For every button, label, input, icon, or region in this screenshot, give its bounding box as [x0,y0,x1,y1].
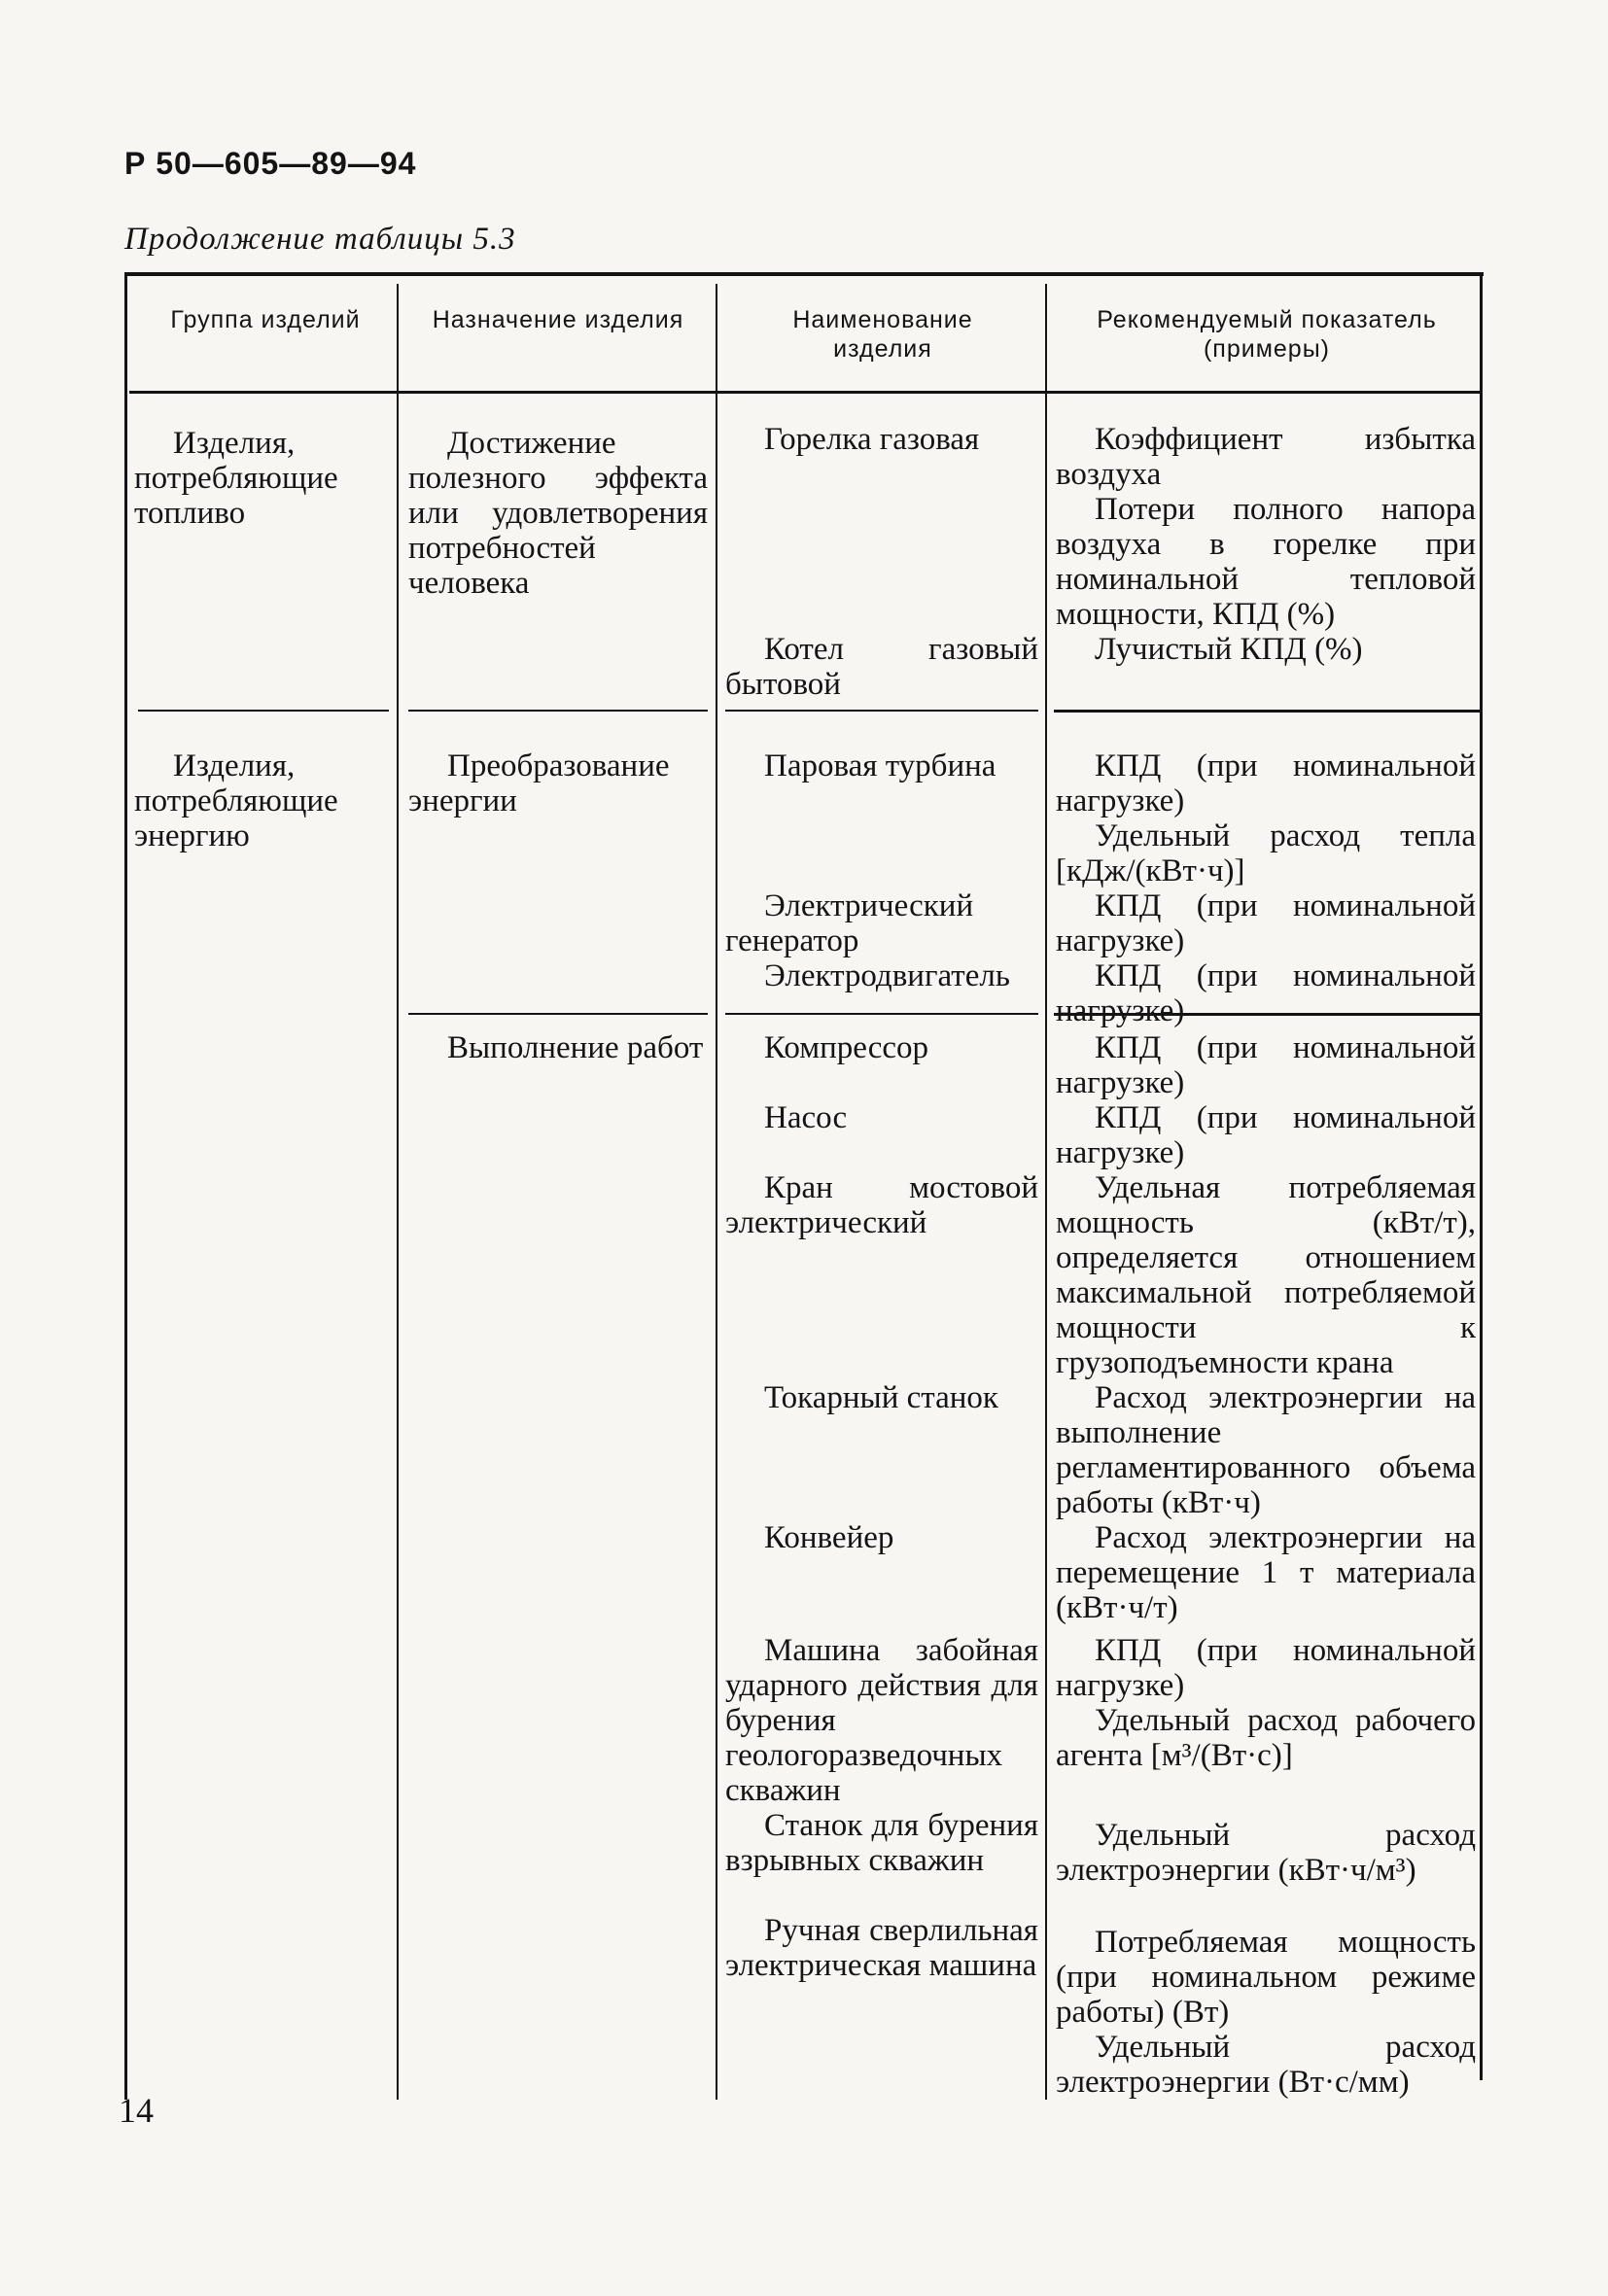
purpose-cell [408,1030,708,1065]
item-name: Насос [764,1100,848,1135]
indicator-text: Коэффициент избытка воздуха [1056,422,1476,492]
page-number: 14 [119,2091,154,2130]
indicator-cell [1056,1030,1476,1100]
item-name: Компрессор [764,1030,929,1065]
table-right-border [1480,272,1483,2080]
indicator-text: КПД (при номинальной нагрузке) [1056,888,1476,958]
indicator-cell [1056,1100,1476,1170]
item-cell [725,888,1038,958]
header-rule [129,391,1481,394]
column-separator-1 [397,284,399,2100]
purpose-label: Преобразование энергии [408,748,670,818]
indicator-text: КПД (при номинальной нагрузке) [1056,1030,1476,1100]
item-name: Ручная сверлильная электрическая машина [725,1913,1038,1983]
item-name: Горелка газовая [764,422,980,457]
purpose-cell [408,748,708,818]
item-name: Станок для бурения взрывных скважин [725,1808,1038,1878]
column-header-indicator: Рекомендуемый показатель (примеры) [1097,306,1437,363]
item-name: Электродвигатель [764,958,1010,993]
indicator-cell [1056,1520,1476,1625]
section-rule-2-col2 [408,1013,708,1015]
section-rule-2-col3 [725,1013,1038,1015]
item-cell [725,1380,1038,1415]
indicator-cell [1056,1925,1476,2100]
group-label: Изделия, потребляющие энергию [134,748,338,853]
indicator-text: Потребляемая мощность (при номинальном режиме работы) (Вт) [1056,1925,1476,2030]
indicator-text: КПД (при номинальной нагрузке) [1056,958,1476,1028]
item-name: Паровая турбина [764,748,996,783]
group-cell [134,426,387,531]
column-header-group: Группа изделий [170,306,361,333]
item-cell [725,748,1038,783]
indicator-cell [1056,1380,1476,1520]
item-cell [725,1170,1038,1240]
indicator-text: КПД (при номинальной нагрузке) [1056,1100,1476,1170]
item-cell [725,1520,1038,1555]
table-caption: Продолжение таблицы 5.3 [124,222,516,257]
indicator-text: Удельный расход электроэнергии (кВт·ч/м³) [1056,1818,1476,1888]
indicator-cell [1056,958,1476,1028]
item-cell [725,1913,1038,1983]
column-separator-2 [716,284,717,2100]
indicator-text: Потери полного напора воздуха в горелке при номинальной тепловой мощности, КПД (%) [1056,492,1476,632]
indicator-text: Удельный расход рабочего агента [м³/(Вт·с)] [1056,1703,1476,1773]
column-header-purpose: Назначение изделия [432,306,684,333]
item-cell [725,958,1038,993]
purpose-cell [408,426,708,601]
item-name: Электрический генератор [725,888,974,958]
indicator-text: Удельный расход электроэнергии (Вт·с/мм) [1056,2030,1476,2100]
column-separator-3 [1045,284,1047,2100]
indicator-text: Расход электроэнергии на перемещение 1 т материала (кВт·ч/т) [1056,1520,1476,1625]
table-frame [124,272,1484,2100]
item-name: Котел газовый бытовой [725,632,1038,702]
table-left-border [124,272,127,2100]
indicator-cell [1056,1633,1476,1773]
section-rule-1-col1 [138,710,389,712]
indicator-cell [1056,632,1476,667]
item-cell [725,1030,1038,1065]
item-cell [725,1808,1038,1878]
indicator-cell [1056,422,1476,632]
item-name: Конвейер [764,1520,894,1555]
section-rule-1-col4 [1054,710,1480,713]
indicator-cell [1056,1170,1476,1380]
section-rule-1-col3 [725,710,1038,712]
column-header-item: Наименование изделия [792,306,973,363]
item-cell [725,1100,1038,1135]
table-top-border [124,272,1484,276]
item-cell [725,422,1038,457]
item-name: Токарный станок [764,1380,998,1415]
indicator-text: КПД (при номинальной нагрузке) [1056,748,1476,818]
section-rule-1-col2 [408,710,708,712]
indicator-text: Удельная потребляемая мощность (кВт/т), определяется отношением максимальной потребляемой мощности к грузоподъемности крана [1056,1170,1476,1380]
item-name: Кран мостовой электрический [725,1170,1038,1240]
item-cell [725,1633,1038,1808]
group-cell [134,748,338,853]
indicator-cell [1056,888,1476,958]
item-name: Машина забойная ударного действия для бурения геологоразведочных скважин [725,1633,1038,1808]
indicator-cell [1056,1818,1476,1888]
purpose-label: Достижение полезного эффекта или удовлетворения потребностей человека [408,426,708,601]
group-label: Изделия, потребляющие топливо [134,426,338,531]
indicator-text: Расход электроэнергии на выполнение регламентированного объема работы (кВт·ч) [1056,1380,1476,1520]
indicator-text: Лучистый КПД (%) [1095,632,1363,667]
indicator-text: КПД (при номинальной нагрузке) [1056,1633,1476,1703]
purpose-label: Выполнение работ [447,1030,704,1065]
indicator-text: Удельный расход тепла [кДж/(кВт·ч)] [1056,818,1476,888]
indicator-cell [1056,748,1476,888]
document-code: Р 50—605—89—94 [124,146,417,181]
item-cell [725,632,1038,702]
